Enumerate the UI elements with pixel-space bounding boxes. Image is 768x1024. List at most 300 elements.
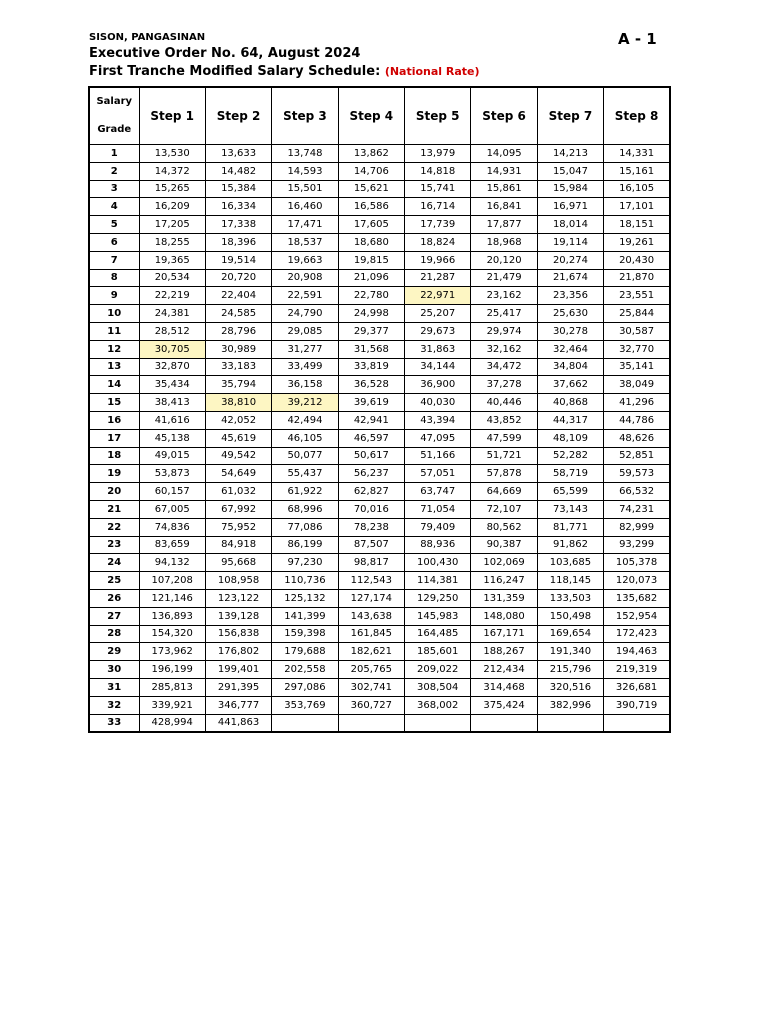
salary-cell: 20,720 <box>205 269 271 287</box>
salary-grade-cell: 7 <box>89 251 139 269</box>
salary-cell: 70,016 <box>338 500 404 518</box>
salary-cell: 390,719 <box>604 696 670 714</box>
table-row <box>89 429 670 447</box>
salary-cell: 105,378 <box>604 554 670 572</box>
salary-cell: 32,464 <box>537 340 603 358</box>
salary-cell: 24,998 <box>338 305 404 323</box>
salary-cell: 66,532 <box>604 483 670 501</box>
salary-cell: 20,908 <box>272 269 338 287</box>
salary-cell: 21,674 <box>537 269 603 287</box>
salary-cell: 34,144 <box>405 358 471 376</box>
salary-cell: 40,868 <box>537 394 603 412</box>
table-row <box>89 518 670 536</box>
table-row <box>89 625 670 643</box>
table-row <box>89 678 670 696</box>
salary-cell: 18,014 <box>537 216 603 234</box>
salary-cell: 131,359 <box>471 589 537 607</box>
salary-cell: 161,845 <box>338 625 404 643</box>
salary-cell: 83,659 <box>139 536 205 554</box>
salary-cell: 120,073 <box>604 572 670 590</box>
salary-grade-cell: 2 <box>89 162 139 180</box>
table-row <box>89 483 670 501</box>
salary-cell: 382,996 <box>537 696 603 714</box>
salary-cell: 176,802 <box>205 643 271 661</box>
salary-cell: 46,597 <box>338 429 404 447</box>
salary-cell: 308,504 <box>405 678 471 696</box>
salary-cell: 22,780 <box>338 287 404 305</box>
salary-cell: 84,918 <box>205 536 271 554</box>
salary-cell: 215,796 <box>537 661 603 679</box>
salary-cell: 95,668 <box>205 554 271 572</box>
salary-cell: 17,739 <box>405 216 471 234</box>
table-row <box>89 411 670 429</box>
salary-cell: 51,721 <box>471 447 537 465</box>
table-row <box>89 287 670 305</box>
salary-cell: 48,626 <box>604 429 670 447</box>
salary-cell: 360,727 <box>338 696 404 714</box>
salary-cell: 13,979 <box>405 145 471 163</box>
salary-grade-cell: 19 <box>89 465 139 483</box>
table-row <box>89 162 670 180</box>
salary-cell: 14,818 <box>405 162 471 180</box>
salary-cell: 15,384 <box>205 180 271 198</box>
table-row <box>89 536 670 554</box>
salary-cell: 326,681 <box>604 678 670 696</box>
salary-cell: 86,199 <box>272 536 338 554</box>
table-row <box>89 340 670 358</box>
salary-cell: 29,974 <box>471 322 537 340</box>
salary-grade-cell: 18 <box>89 447 139 465</box>
salary-cell: 129,250 <box>405 589 471 607</box>
salary-cell: 37,278 <box>471 376 537 394</box>
salary-cell: 353,769 <box>272 696 338 714</box>
table-row <box>89 305 670 323</box>
table-row <box>89 376 670 394</box>
salary-cell: 54,649 <box>205 465 271 483</box>
salary-cell: 14,931 <box>471 162 537 180</box>
salary-cell: 30,989 <box>205 340 271 358</box>
salary-grade-cell: 8 <box>89 269 139 287</box>
table-row <box>89 607 670 625</box>
salary-grade-cell: 12 <box>89 340 139 358</box>
salary-cell: 152,954 <box>604 607 670 625</box>
salary-cell: 22,219 <box>139 287 205 305</box>
salary-cell: 14,331 <box>604 145 670 163</box>
salary-grade-cell: 33 <box>89 714 139 732</box>
salary-cell: 59,573 <box>604 465 670 483</box>
salary-cell: 25,417 <box>471 305 537 323</box>
salary-cell: 196,199 <box>139 661 205 679</box>
salary-cell: 16,460 <box>272 198 338 216</box>
salary-cell: 135,682 <box>604 589 670 607</box>
salary-cell: 30,587 <box>604 322 670 340</box>
salary-cell: 302,741 <box>338 678 404 696</box>
salary-cell: 45,619 <box>205 429 271 447</box>
salary-cell: 61,922 <box>272 483 338 501</box>
salary-cell: 51,166 <box>405 447 471 465</box>
table-row <box>89 233 670 251</box>
salary-cell: 15,161 <box>604 162 670 180</box>
executive-order-title: Executive Order No. 64, August 2024 <box>89 46 361 61</box>
table-row <box>89 180 670 198</box>
salary-cell: 33,819 <box>338 358 404 376</box>
salary-cell: 18,537 <box>272 233 338 251</box>
table-row <box>89 251 670 269</box>
salary-cell: 25,844 <box>604 305 670 323</box>
salary-cell: 68,996 <box>272 500 338 518</box>
table-row <box>89 696 670 714</box>
salary-cell: 43,394 <box>405 411 471 429</box>
salary-cell: 91,862 <box>537 536 603 554</box>
salary-grade-cell: 31 <box>89 678 139 696</box>
step-7-header: Step 7 <box>537 87 603 145</box>
salary-grade-cell: 10 <box>89 305 139 323</box>
salary-cell <box>471 714 537 732</box>
salary-cell: 72,107 <box>471 500 537 518</box>
salary-grade-cell: 29 <box>89 643 139 661</box>
table-row <box>89 589 670 607</box>
salary-cell: 125,132 <box>272 589 338 607</box>
salary-grade-cell: 28 <box>89 625 139 643</box>
salary-cell: 25,207 <box>405 305 471 323</box>
salary-cell: 219,319 <box>604 661 670 679</box>
salary-cell: 31,863 <box>405 340 471 358</box>
salary-cell: 45,138 <box>139 429 205 447</box>
salary-grade-cell: 13 <box>89 358 139 376</box>
salary-grade-cell: 6 <box>89 233 139 251</box>
salary-cell: 15,861 <box>471 180 537 198</box>
salary-cell: 50,617 <box>338 447 404 465</box>
salary-cell: 34,804 <box>537 358 603 376</box>
salary-cell: 16,841 <box>471 198 537 216</box>
salary-cell: 74,231 <box>604 500 670 518</box>
table-row <box>89 358 670 376</box>
salary-cell: 17,605 <box>338 216 404 234</box>
salary-cell: 55,437 <box>272 465 338 483</box>
salary-schedule-table <box>88 86 671 733</box>
salary-cell <box>405 714 471 732</box>
salary-cell: 21,287 <box>405 269 471 287</box>
table-row <box>89 661 670 679</box>
salary-cell: 19,663 <box>272 251 338 269</box>
salary-grade-cell: 16 <box>89 411 139 429</box>
salary-cell: 60,157 <box>139 483 205 501</box>
salary-cell: 19,114 <box>537 233 603 251</box>
salary-cell: 36,900 <box>405 376 471 394</box>
salary-cell: 62,827 <box>338 483 404 501</box>
salary-cell: 297,086 <box>272 678 338 696</box>
table-row <box>89 216 670 234</box>
salary-cell: 103,685 <box>537 554 603 572</box>
salary-grade-cell: 5 <box>89 216 139 234</box>
salary-cell: 35,434 <box>139 376 205 394</box>
salary-cell: 42,941 <box>338 411 404 429</box>
salary-cell: 21,096 <box>338 269 404 287</box>
salary-cell: 121,146 <box>139 589 205 607</box>
salary-cell: 19,365 <box>139 251 205 269</box>
salary-cell: 58,719 <box>537 465 603 483</box>
salary-grade-cell: 21 <box>89 500 139 518</box>
salary-grade-cell: 27 <box>89 607 139 625</box>
salary-cell: 154,320 <box>139 625 205 643</box>
salary-cell: 20,430 <box>604 251 670 269</box>
salary-cell: 32,870 <box>139 358 205 376</box>
salary-cell: 80,562 <box>471 518 537 536</box>
salary-cell: 37,662 <box>537 376 603 394</box>
salary-cell: 49,542 <box>205 447 271 465</box>
salary-cell: 114,381 <box>405 572 471 590</box>
salary-cell: 13,748 <box>272 145 338 163</box>
salary-cell: 179,688 <box>272 643 338 661</box>
salary-cell: 19,966 <box>405 251 471 269</box>
step-5-header: Step 5 <box>405 87 471 145</box>
salary-cell: 75,952 <box>205 518 271 536</box>
salary-cell: 15,741 <box>405 180 471 198</box>
salary-cell: 22,404 <box>205 287 271 305</box>
salary-cell: 14,706 <box>338 162 404 180</box>
table-row <box>89 394 670 412</box>
salary-cell: 14,482 <box>205 162 271 180</box>
salary-grade-cell: 23 <box>89 536 139 554</box>
salary-cell: 182,621 <box>338 643 404 661</box>
table-row <box>89 198 670 216</box>
salary-cell: 16,714 <box>405 198 471 216</box>
table-row <box>89 269 670 287</box>
salary-cell: 33,183 <box>205 358 271 376</box>
salary-grade-cell: 1 <box>89 145 139 163</box>
salary-cell: 199,401 <box>205 661 271 679</box>
salary-cell: 194,463 <box>604 643 670 661</box>
salary-cell: 82,999 <box>604 518 670 536</box>
salary-cell: 28,796 <box>205 322 271 340</box>
salary-cell: 156,838 <box>205 625 271 643</box>
step-4-header: Step 4 <box>338 87 404 145</box>
salary-cell: 116,247 <box>471 572 537 590</box>
salary-cell: 17,338 <box>205 216 271 234</box>
salary-cell: 18,824 <box>405 233 471 251</box>
salary-cell: 41,296 <box>604 394 670 412</box>
salary-cell: 20,534 <box>139 269 205 287</box>
salary-cell: 78,238 <box>338 518 404 536</box>
salary-cell: 127,174 <box>338 589 404 607</box>
salary-cell: 209,022 <box>405 661 471 679</box>
salary-cell: 428,994 <box>139 714 205 732</box>
table-row <box>89 500 670 518</box>
salary-cell: 15,047 <box>537 162 603 180</box>
step-3-header: Step 3 <box>272 87 338 145</box>
salary-cell: 202,558 <box>272 661 338 679</box>
salary-cell: 133,503 <box>537 589 603 607</box>
salary-cell: 79,409 <box>405 518 471 536</box>
salary-cell: 50,077 <box>272 447 338 465</box>
salary-cell: 42,494 <box>272 411 338 429</box>
salary-cell: 17,471 <box>272 216 338 234</box>
salary-cell: 14,095 <box>471 145 537 163</box>
salary-cell: 81,771 <box>537 518 603 536</box>
table-row <box>89 554 670 572</box>
salary-cell: 38,049 <box>604 376 670 394</box>
salary-cell: 46,105 <box>272 429 338 447</box>
salary-cell: 23,162 <box>471 287 537 305</box>
table-row <box>89 465 670 483</box>
salary-cell: 172,423 <box>604 625 670 643</box>
salary-cell: 23,551 <box>604 287 670 305</box>
salary-cell: 145,983 <box>405 607 471 625</box>
salary-cell: 24,381 <box>139 305 205 323</box>
salary-cell: 14,213 <box>537 145 603 163</box>
salary-cell: 38,413 <box>139 394 205 412</box>
salary-cell: 19,261 <box>604 233 670 251</box>
salary-cell: 441,863 <box>205 714 271 732</box>
salary-grade-cell: 3 <box>89 180 139 198</box>
salary-cell: 20,120 <box>471 251 537 269</box>
salary-cell: 17,877 <box>471 216 537 234</box>
salary-cell: 191,340 <box>537 643 603 661</box>
salary-cell: 118,145 <box>537 572 603 590</box>
salary-cell: 56,237 <box>338 465 404 483</box>
salary-cell <box>272 714 338 732</box>
salary-cell: 39,212 <box>272 394 338 412</box>
salary-grade-cell: 11 <box>89 322 139 340</box>
salary-cell: 107,208 <box>139 572 205 590</box>
salary-cell: 15,621 <box>338 180 404 198</box>
rate-label: (National Rate) <box>384 65 480 78</box>
salary-cell: 164,485 <box>405 625 471 643</box>
salary-cell: 52,851 <box>604 447 670 465</box>
salary-cell: 73,143 <box>537 500 603 518</box>
salary-cell: 35,794 <box>205 376 271 394</box>
salary-cell: 28,512 <box>139 322 205 340</box>
salary-cell: 98,817 <box>338 554 404 572</box>
municipality: SISON, PANGASINAN <box>89 32 206 43</box>
salary-cell: 20,274 <box>537 251 603 269</box>
salary-cell: 93,299 <box>604 536 670 554</box>
salary-cell: 291,395 <box>205 678 271 696</box>
salary-cell: 41,616 <box>139 411 205 429</box>
salary-grade-cell: 14 <box>89 376 139 394</box>
salary-cell: 67,005 <box>139 500 205 518</box>
salary-cell: 35,141 <box>604 358 670 376</box>
salary-cell: 57,878 <box>471 465 537 483</box>
salary-cell: 17,101 <box>604 198 670 216</box>
salary-cell: 33,499 <box>272 358 338 376</box>
salary-cell: 16,334 <box>205 198 271 216</box>
salary-cell: 320,516 <box>537 678 603 696</box>
salary-grade-cell: 22 <box>89 518 139 536</box>
salary-cell: 71,054 <box>405 500 471 518</box>
salary-cell: 87,507 <box>338 536 404 554</box>
salary-cell: 136,893 <box>139 607 205 625</box>
salary-cell: 65,599 <box>537 483 603 501</box>
salary-cell: 21,479 <box>471 269 537 287</box>
salary-cell: 314,468 <box>471 678 537 696</box>
salary-cell: 42,052 <box>205 411 271 429</box>
salary-grade-cell: 32 <box>89 696 139 714</box>
salary-cell: 13,862 <box>338 145 404 163</box>
salary-cell: 17,205 <box>139 216 205 234</box>
salary-cell: 43,852 <box>471 411 537 429</box>
step-2-header: Step 2 <box>205 87 271 145</box>
schedule-label: First Tranche Modified Salary Schedule: <box>89 64 381 79</box>
salary-cell: 32,162 <box>471 340 537 358</box>
salary-cell <box>338 714 404 732</box>
salary-cell: 16,105 <box>604 180 670 198</box>
salary-cell: 15,984 <box>537 180 603 198</box>
salary-grade-cell: 25 <box>89 572 139 590</box>
salary-cell: 188,267 <box>471 643 537 661</box>
salary-cell: 159,398 <box>272 625 338 643</box>
salary-cell: 38,810 <box>205 394 271 412</box>
salary-grade-cell: 17 <box>89 429 139 447</box>
salary-cell: 22,971 <box>405 287 471 305</box>
salary-cell: 100,430 <box>405 554 471 572</box>
salary-cell: 44,317 <box>537 411 603 429</box>
schedule-title <box>89 64 480 79</box>
salary-cell: 141,399 <box>272 607 338 625</box>
salary-cell: 112,543 <box>338 572 404 590</box>
salary-cell: 30,705 <box>139 340 205 358</box>
salary-grade-cell: 9 <box>89 287 139 305</box>
salary-cell: 14,593 <box>272 162 338 180</box>
table-row <box>89 714 670 732</box>
salary-cell: 74,836 <box>139 518 205 536</box>
salary-cell: 53,873 <box>139 465 205 483</box>
salary-cell: 16,586 <box>338 198 404 216</box>
salary-cell: 29,673 <box>405 322 471 340</box>
salary-cell: 18,255 <box>139 233 205 251</box>
salary-cell: 36,158 <box>272 376 338 394</box>
salary-cell <box>604 714 670 732</box>
salary-cell: 24,585 <box>205 305 271 323</box>
salary-cell: 52,282 <box>537 447 603 465</box>
salary-cell: 148,080 <box>471 607 537 625</box>
salary-cell: 97,230 <box>272 554 338 572</box>
table-row <box>89 447 670 465</box>
salary-cell: 185,601 <box>405 643 471 661</box>
salary-cell: 13,633 <box>205 145 271 163</box>
salary-cell: 24,790 <box>272 305 338 323</box>
salary-cell: 90,387 <box>471 536 537 554</box>
salary-cell: 167,171 <box>471 625 537 643</box>
salary-cell: 18,680 <box>338 233 404 251</box>
salary-cell: 18,396 <box>205 233 271 251</box>
salary-cell: 16,971 <box>537 198 603 216</box>
salary-cell: 339,921 <box>139 696 205 714</box>
salary-cell: 31,568 <box>338 340 404 358</box>
salary-cell: 18,968 <box>471 233 537 251</box>
salary-cell: 32,770 <box>604 340 670 358</box>
salary-cell: 36,528 <box>338 376 404 394</box>
salary-cell: 21,870 <box>604 269 670 287</box>
salary-cell: 40,030 <box>405 394 471 412</box>
salary-cell: 29,085 <box>272 322 338 340</box>
salary-grade-cell: 30 <box>89 661 139 679</box>
step-1-header: Step 1 <box>139 87 205 145</box>
table-row <box>89 572 670 590</box>
salary-cell: 67,992 <box>205 500 271 518</box>
salary-cell: 212,434 <box>471 661 537 679</box>
salary-cell: 123,122 <box>205 589 271 607</box>
salary-cell: 23,356 <box>537 287 603 305</box>
salary-cell: 44,786 <box>604 411 670 429</box>
salary-cell: 30,278 <box>537 322 603 340</box>
salary-cell: 19,815 <box>338 251 404 269</box>
salary-cell: 169,654 <box>537 625 603 643</box>
salary-cell: 77,086 <box>272 518 338 536</box>
salary-cell: 22,591 <box>272 287 338 305</box>
table-row <box>89 145 670 163</box>
step-8-header: Step 8 <box>604 87 670 145</box>
